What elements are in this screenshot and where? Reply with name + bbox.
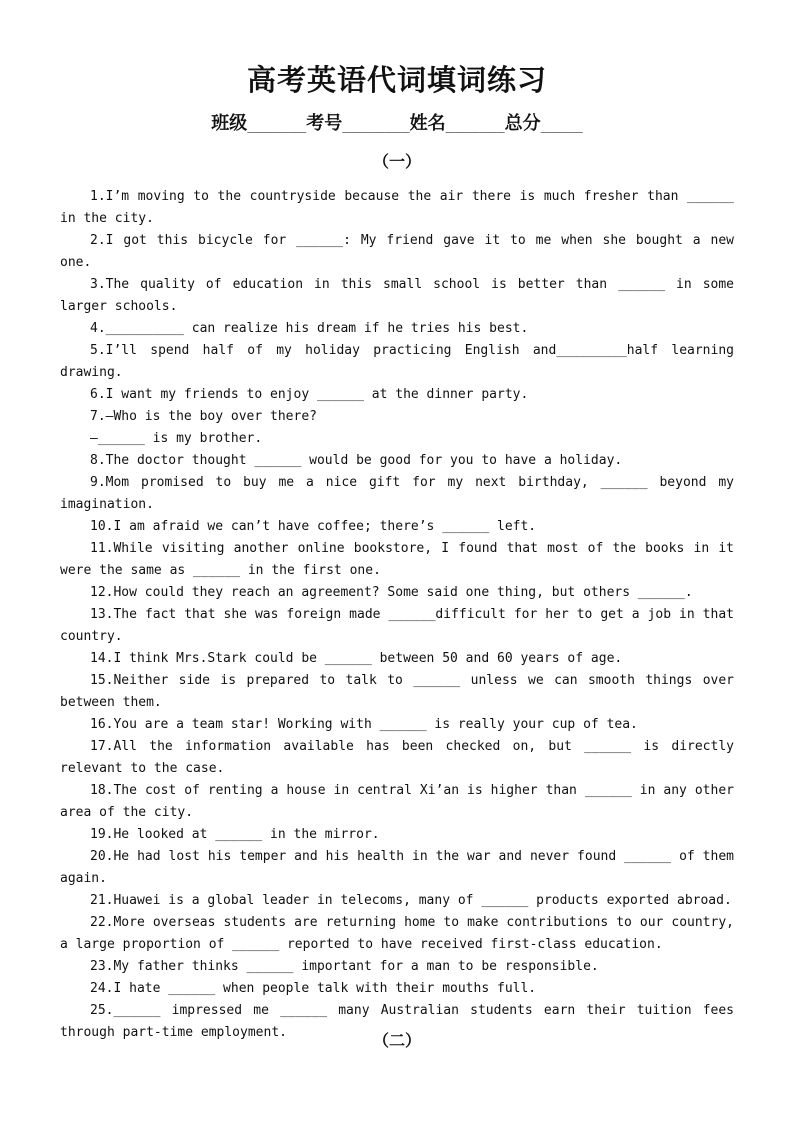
question-item: [60, 582, 734, 604]
question-text: More overseas students are returning home to make contributions to our country, a large proportion of ______ reported to have received first-class education.: [60, 915, 742, 952]
question-item: [60, 736, 742, 780]
exam-number-label: 考号: [306, 113, 343, 134]
question-text: Mom promised to buy me a nice gift for my next birthday, ______ beyond my imagination.: [60, 475, 742, 512]
question-list: [60, 186, 742, 1044]
question-number: 21.: [90, 893, 114, 908]
question-number: 6.: [90, 387, 106, 402]
question-text: I am afraid we can’t have coffee; there’s ______ left.: [113, 519, 537, 534]
question-item: [60, 516, 734, 538]
question-number: 19.: [90, 827, 114, 842]
question-number: 9.: [90, 475, 106, 490]
question-text: —Who is the boy over there?: [105, 409, 317, 424]
question-text: He looked at ______ in the mirror.: [113, 827, 380, 842]
question-item: [60, 384, 734, 406]
question-item: [60, 230, 742, 274]
question-number: 8.: [90, 453, 106, 468]
question-number: 3.: [90, 277, 106, 292]
section-heading-1: （一）: [372, 152, 421, 171]
question-text: I think Mrs.Stark could be ______ between 50 and 60 years of age.: [113, 651, 623, 666]
question-item: [60, 340, 742, 384]
question-text: He had lost his temper and his health in the war and never found ______ of them again.: [60, 849, 742, 886]
question-text: I’ll spend half of my holiday practicing English and_________half learning drawing.: [60, 343, 742, 380]
question-text: I want my friends to enjoy ______ at the dinner party.: [105, 387, 529, 402]
question-number: 1.: [90, 189, 106, 204]
question-item: [60, 890, 734, 912]
question-number: 18.: [90, 783, 114, 798]
question-text: The doctor thought ______ would be good for you to have a holiday.: [105, 453, 623, 468]
question-item: [60, 186, 742, 230]
question-number: 23.: [90, 959, 114, 974]
question-number: 22.: [90, 915, 114, 930]
score-label: 总分: [504, 113, 541, 134]
question-item: [60, 318, 734, 340]
question-text: You are a team star! Working with ______ is really your cup of tea.: [113, 717, 638, 732]
question-number: 16.: [90, 717, 114, 732]
question-item: [60, 604, 742, 648]
question-item: [60, 978, 734, 1000]
question-item: [60, 670, 742, 714]
question-item: [60, 274, 742, 318]
question-number: 25.: [90, 1003, 114, 1018]
exam-number-blank: ________: [342, 117, 410, 133]
question-number: 20.: [90, 849, 114, 864]
question-item: [60, 450, 734, 472]
question-item: [60, 824, 734, 846]
question-text: I got this bicycle for ______: My friend gave it to me when she bought a new one.: [60, 233, 742, 270]
question-item: [60, 406, 734, 428]
question-text: While visiting another online bookstore, I found that most of the books in it were the same as ______ in the first one.: [60, 541, 742, 578]
question-text: All the information available has been checked on, but ______ is directly relevant to the case.: [60, 739, 742, 776]
question-item: [60, 648, 734, 670]
question-number: 13.: [90, 607, 114, 622]
question-item: [60, 472, 742, 516]
question-item: [60, 428, 734, 450]
question-text: Huawei is a global leader in telecoms, many of ______ products exported abroad.: [113, 893, 732, 908]
name-blank: _______: [445, 117, 505, 133]
question-item: [60, 956, 734, 978]
question-text: The fact that she was foreign made ______difficult for her to get a job in that country.: [60, 607, 742, 644]
question-number: 4.: [90, 321, 106, 336]
question-number: 24.: [90, 981, 114, 996]
question-number: 7.: [90, 409, 106, 424]
question-text: I hate ______ when people talk with their mouths full.: [113, 981, 537, 996]
question-number: 12.: [90, 585, 114, 600]
student-info-line: [0, 109, 794, 140]
question-item: [60, 912, 742, 956]
question-text: __________ can realize his dream if he tries his best.: [105, 321, 529, 336]
page-title: 高考英语代词填词练习: [246, 63, 547, 97]
question-number: 5.: [90, 343, 106, 358]
question-number: 10.: [90, 519, 114, 534]
name-label: 姓名: [409, 113, 446, 134]
class-blank: _______: [247, 117, 307, 133]
question-text: —______ is my brother.: [90, 431, 263, 446]
question-text: ______ impressed me ______ many Australian students earn their tuition fees through part-time employment.: [60, 1003, 742, 1040]
question-number: 11.: [90, 541, 114, 556]
question-number: 15.: [90, 673, 114, 688]
class-label: 班级: [211, 113, 248, 134]
section-heading-2: （二）: [372, 1031, 421, 1050]
question-text: My father thinks ______ important for a man to be responsible.: [113, 959, 599, 974]
question-number: 14.: [90, 651, 114, 666]
question-item: [60, 846, 742, 890]
question-text: The quality of education in this small school is better than ______ in some larger schools.: [60, 277, 742, 314]
question-number: 2.: [90, 233, 106, 248]
question-number: 17.: [90, 739, 114, 754]
question-item: [60, 780, 742, 824]
score-blank: _____: [540, 117, 583, 133]
question-text: Neither side is prepared to talk to ______ unless we can smooth things over between them.: [60, 673, 742, 710]
question-item: [60, 538, 742, 582]
question-text: I’m moving to the countryside because the air there is much fresher than ______ in the city.: [60, 189, 742, 226]
question-text: The cost of renting a house in central Xi’an is higher than ______ in any other area of the city.: [60, 783, 742, 820]
question-item: [60, 714, 734, 736]
question-text: How could they reach an agreement? Some said one thing, but others ______.: [113, 585, 693, 600]
